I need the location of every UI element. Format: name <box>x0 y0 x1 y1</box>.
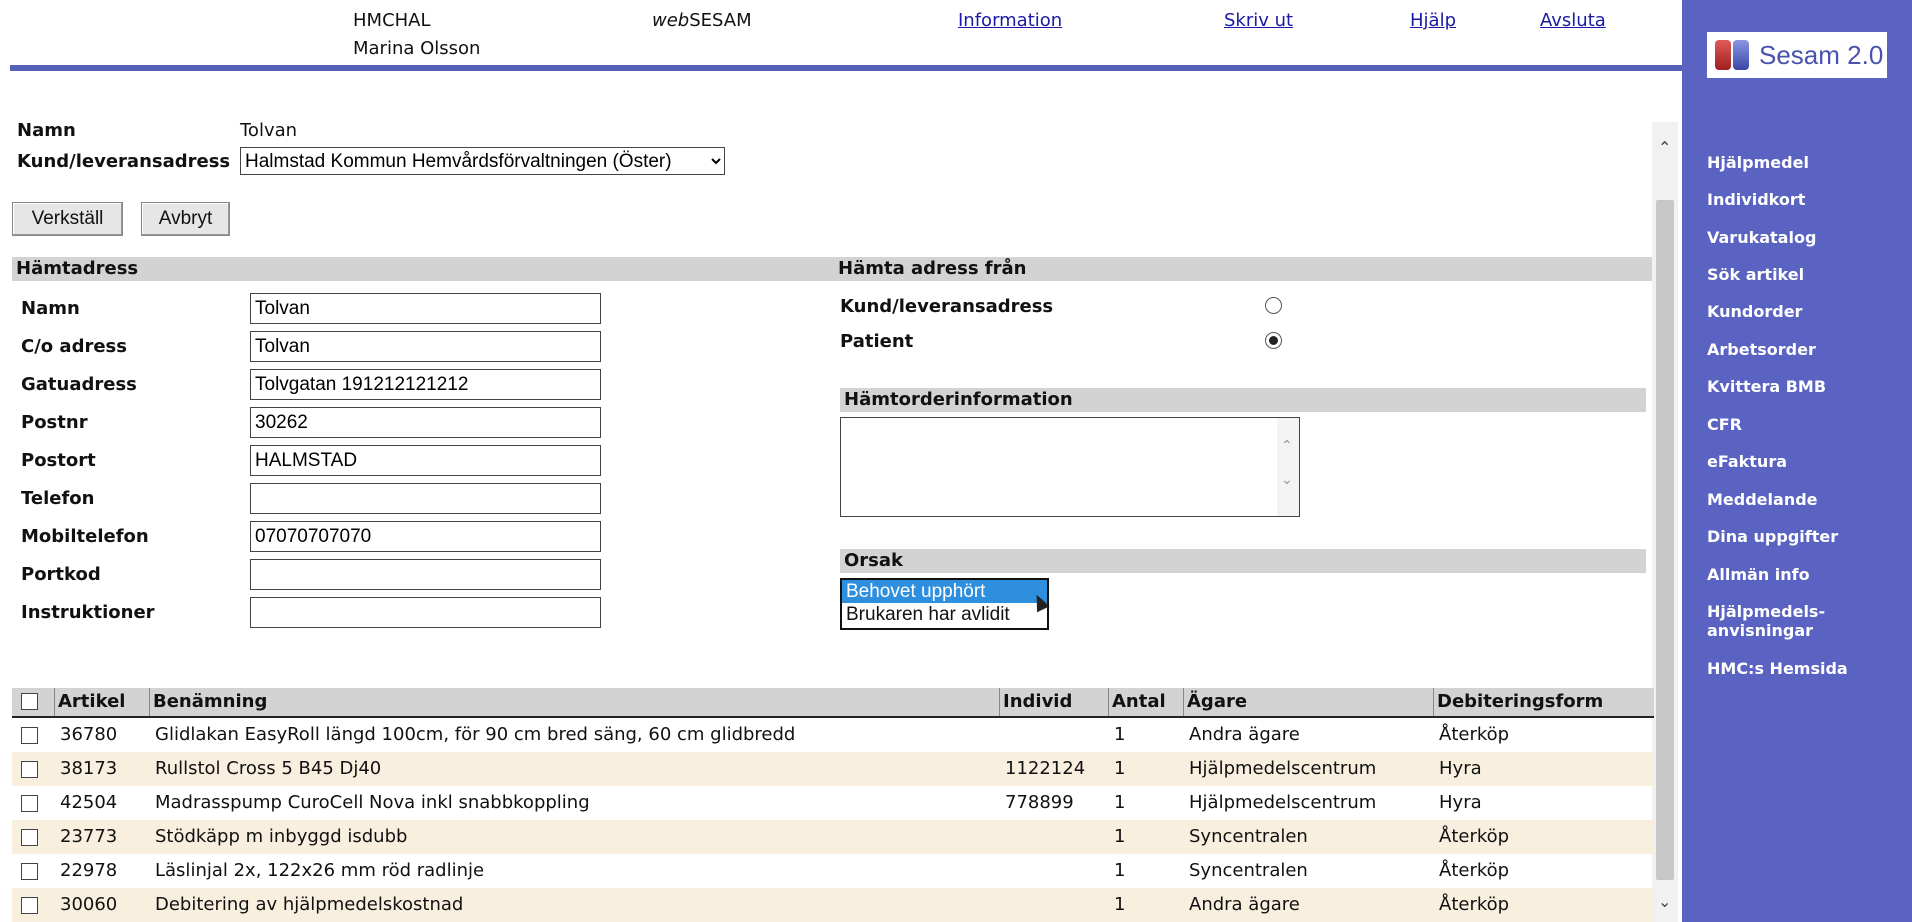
cell-benamning: Stödkäpp m inbyggd isdubb <box>155 826 408 847</box>
col-individ[interactable]: Individ <box>999 688 1089 716</box>
cell-benamning: Debitering av hjälpmedelskostnad <box>155 894 464 915</box>
cell-debiteringsform: Återköp <box>1439 860 1510 881</box>
logo-text: Sesam 2.0 <box>1759 39 1884 70</box>
table-row <box>12 786 1654 820</box>
cell-antal: 1 <box>1114 860 1126 881</box>
order-info-header: Hämtorderinformation <box>840 388 1646 412</box>
hamt-postort-field[interactable] <box>250 445 601 476</box>
hamt-namn-label: Namn <box>21 298 80 319</box>
cell-benamning: Läslinjal 2x, 122x26 mm röd radlinje <box>155 860 485 881</box>
cell-artikel: 38173 <box>60 758 118 779</box>
cell-antal: 1 <box>1114 826 1126 847</box>
table-row <box>12 718 1654 752</box>
sidebar-item-hjalpmedel[interactable]: Hjälpmedel <box>1707 153 1809 172</box>
sidebar-item-hjalpmedelsanvisningar[interactable]: Hjälpmedels-anvisningar <box>1707 602 1826 640</box>
scroll-down-icon[interactable]: ⌄ <box>1658 892 1672 911</box>
cell-antal: 1 <box>1114 758 1126 779</box>
cell-agare: Hjälpmedelscentrum <box>1189 758 1377 779</box>
hamt-postnr-label: Postnr <box>21 412 88 433</box>
reason-listbox[interactable] <box>840 578 1049 630</box>
cell-individ <box>1002 718 1005 752</box>
reason-option-brukaren-har-avlidit[interactable]: Brukaren har avlidit <box>846 604 1010 625</box>
hamt-instruktioner-label: Instruktioner <box>21 602 155 623</box>
app-title-prefix: web <box>652 10 690 31</box>
user-name: Marina Olsson <box>353 38 481 59</box>
cell-antal: 1 <box>1114 792 1126 813</box>
cell-individ: 1122124 <box>1005 758 1086 779</box>
header-divider <box>10 65 1682 71</box>
row-checkbox[interactable] <box>21 761 38 778</box>
order-info-scrollbar[interactable] <box>1277 418 1299 516</box>
source-patient-radio[interactable] <box>1265 332 1282 349</box>
cell-agare: Hjälpmedelscentrum <box>1189 792 1377 813</box>
row-checkbox[interactable] <box>21 829 38 846</box>
row-checkbox[interactable] <box>21 727 38 744</box>
col-benamning[interactable]: Benämning <box>149 688 1012 716</box>
cell-artikel: 23773 <box>60 826 118 847</box>
print-link[interactable]: Skriv ut <box>1224 10 1294 31</box>
sidebar-item-dina-uppgifter[interactable]: Dina uppgifter <box>1707 527 1839 546</box>
logo-blue-cube-icon <box>1733 40 1749 70</box>
sidebar-item-individkort[interactable]: Individkort <box>1707 190 1806 209</box>
app-title-name: SESAM <box>689 10 752 31</box>
hamt-portkod-label: Portkod <box>21 564 101 585</box>
app-title <box>652 10 752 31</box>
hamt-gatuadress-label: Gatuadress <box>21 374 137 395</box>
cell-artikel: 30060 <box>60 894 118 915</box>
reason-header: Orsak <box>840 549 1646 573</box>
hamt-postort-label: Postort <box>21 450 96 471</box>
col-debiteringsform[interactable]: Debiteringsform <box>1433 688 1654 716</box>
order-info-textarea[interactable] <box>840 417 1300 517</box>
cell-individ <box>1002 854 1005 888</box>
hamt-namn-field[interactable] <box>250 293 601 324</box>
hamtadress-header: Hämtadress <box>12 257 834 281</box>
table-header <box>12 688 1654 718</box>
hamt-co-label: C/o adress <box>21 336 127 357</box>
hamt-mobil-label: Mobiltelefon <box>21 526 149 547</box>
sidebar-item-kvittera-bmb[interactable]: Kvittera BMB <box>1707 377 1827 396</box>
cell-artikel: 42504 <box>60 792 118 813</box>
cell-benamning: Rullstol Cross 5 B45 Dj40 <box>155 758 382 779</box>
sidebar-item-cfr[interactable]: CFR <box>1707 415 1742 434</box>
cell-antal: 1 <box>1114 724 1126 745</box>
cell-individ <box>1002 820 1005 854</box>
hamt-gatuadress-field[interactable] <box>250 369 601 400</box>
sesam-logo <box>1707 32 1887 78</box>
kund-select[interactable] <box>240 147 725 175</box>
sidebar-item-meddelande[interactable]: Meddelande <box>1707 490 1818 509</box>
source-kund-label: Kund/leveransadress <box>840 296 1054 317</box>
hamt-co-field[interactable] <box>250 331 601 362</box>
hamt-mobil-field[interactable] <box>250 521 601 552</box>
sidebar-item-varukatalog[interactable]: Varukatalog <box>1707 228 1817 247</box>
col-agare[interactable]: Ägare <box>1183 688 1433 716</box>
cancel-button[interactable]: Avbryt <box>141 202 230 236</box>
hamt-portkod-field[interactable] <box>250 559 601 590</box>
cell-agare: Andra ägare <box>1189 894 1300 915</box>
cell-debiteringsform: Återköp <box>1439 826 1510 847</box>
cell-artikel: 22978 <box>60 860 118 881</box>
cell-debiteringsform: Återköp <box>1439 724 1510 745</box>
col-artikel[interactable]: Artikel <box>54 688 162 716</box>
cell-benamning: Madrasspump CuroCell Nova inkl snabbkoppling <box>155 792 590 813</box>
header <box>0 0 1682 72</box>
cell-agare: Syncentralen <box>1189 826 1308 847</box>
apply-button[interactable]: Verkställ <box>12 202 123 236</box>
cell-artikel: 36780 <box>60 724 118 745</box>
cell-benamning: Glidlakan EasyRoll längd 100cm, för 90 cm bred säng, 60 cm glidbredd <box>155 724 796 745</box>
main-scrollbar[interactable] <box>1652 122 1678 922</box>
table-row <box>12 752 1654 786</box>
sidebar-item-kundorder[interactable]: Kundorder <box>1707 302 1803 321</box>
cell-agare: Syncentralen <box>1189 860 1308 881</box>
logo-red-cube-icon <box>1715 40 1731 70</box>
cell-antal: 1 <box>1114 894 1126 915</box>
select-all-checkbox[interactable] <box>21 693 38 710</box>
logout-link[interactable]: Avsluta <box>1540 10 1606 31</box>
source-patient-label: Patient <box>840 331 914 352</box>
sidebar-item-arbetsorder[interactable]: Arbetsorder <box>1707 340 1816 359</box>
name-label: Namn <box>17 120 76 141</box>
row-checkbox[interactable] <box>21 795 38 812</box>
table-row <box>12 888 1654 922</box>
scroll-up-icon[interactable]: ⌃ <box>1658 138 1672 157</box>
col-antal[interactable]: Antal <box>1108 688 1184 716</box>
name-value: Tolvan <box>240 120 298 141</box>
row-checkbox[interactable] <box>21 897 38 914</box>
cell-agare: Andra ägare <box>1189 724 1300 745</box>
source-header: Hämta adress från <box>834 257 1652 281</box>
sidebar-item-efaktura[interactable]: eFaktura <box>1707 452 1788 471</box>
table-row <box>12 854 1654 888</box>
sidebar-item-sok-artikel[interactable]: Sök artikel <box>1707 265 1805 284</box>
cell-individ: 778899 <box>1005 792 1074 813</box>
cell-debiteringsform: Hyra <box>1439 758 1482 779</box>
scrollbar-thumb[interactable] <box>1656 200 1674 880</box>
table-row <box>12 820 1654 854</box>
hamt-telefon-label: Telefon <box>21 488 95 509</box>
hamt-instruktioner-field[interactable] <box>250 597 601 628</box>
kund-label: Kund/leveransadress <box>17 151 231 172</box>
org-code: HMCHAL <box>353 10 431 31</box>
cell-debiteringsform: Hyra <box>1439 792 1482 813</box>
hamt-telefon-field[interactable] <box>250 483 601 514</box>
information-link[interactable]: Information <box>958 10 1063 31</box>
reason-option-behovet-upphort[interactable]: Behovet upphört <box>842 580 1047 603</box>
hamt-postnr-field[interactable] <box>250 407 601 438</box>
sidebar <box>1682 0 1912 922</box>
cell-individ <box>1002 888 1005 922</box>
source-kund-radio[interactable] <box>1265 297 1282 314</box>
scroll-up-icon[interactable]: ⌃ <box>1281 438 1293 454</box>
sidebar-item-allman-info[interactable]: Allmän info <box>1707 565 1810 584</box>
scroll-down-icon[interactable]: ⌄ <box>1281 472 1293 488</box>
sidebar-item-hmc-hemsida[interactable]: HMC:s Hemsida <box>1707 659 1848 678</box>
cell-debiteringsform: Återköp <box>1439 894 1510 915</box>
row-checkbox[interactable] <box>21 863 38 880</box>
help-link[interactable]: Hjälp <box>1410 10 1456 31</box>
